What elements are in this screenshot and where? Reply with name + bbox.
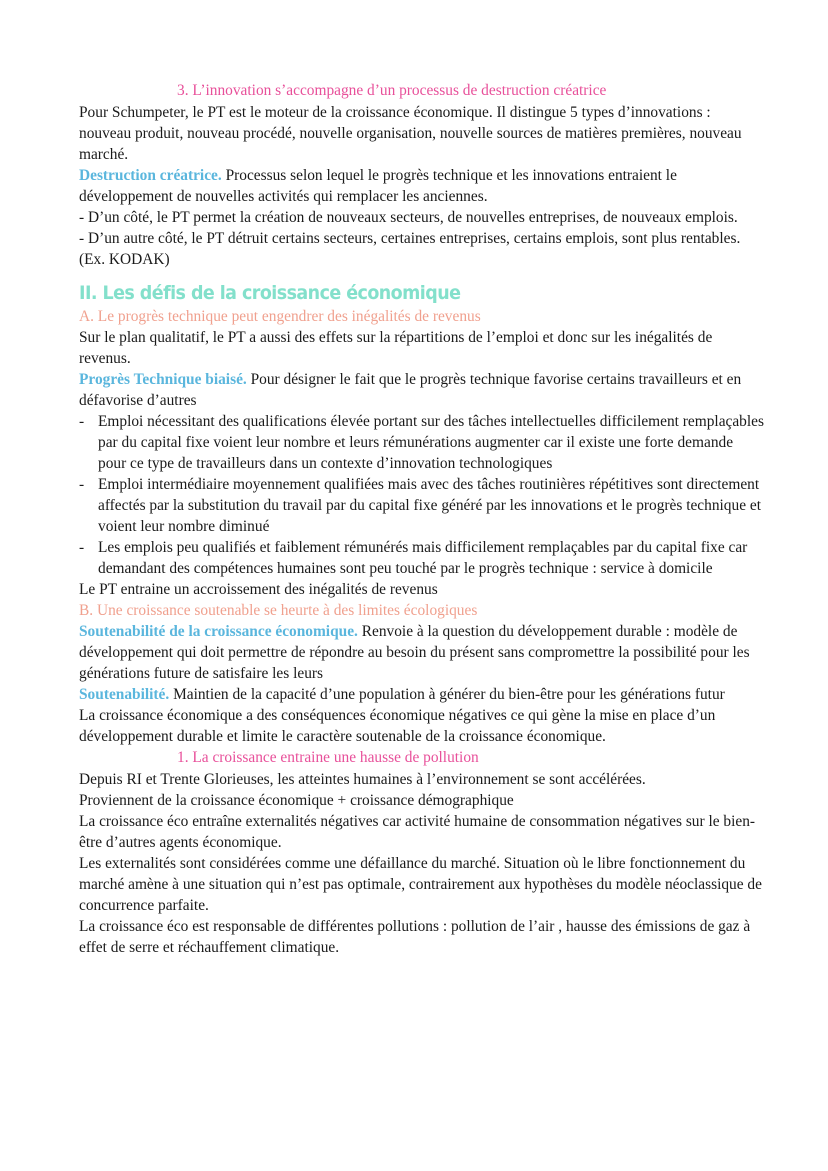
definition-text: Maintien de la capacité d’une population à générer du bien-être pour les générations futur: [169, 686, 725, 703]
definition-soutenabilite-croissance: [79, 621, 764, 684]
list-item-text: Les emplois peu qualifiés et faiblement rémunérés mais difficilement remplaçables par du capital fixe car demandant des compétences humaines sont peu touché par le progrès technique : service à domicile: [98, 539, 748, 577]
paragraph-1-c: La croissance éco entraîne externalités négatives car activité humaine de consommation négatives sur le bien-être d’autres agents économique.: [79, 813, 756, 851]
term-soutenabilite: Soutenabilité.: [79, 686, 170, 703]
list-item-text: Emploi nécessitant des qualifications élevée portant sur des tâches intellectuelles difficilement remplaçables par du capital fixe voient leur nombre et leurs rémunérations augmenter car il existe une forte demande pour ce type de travailleurs dans un contexte d’innovation technologiques: [98, 413, 764, 472]
paragraph-schumpeter: Pour Schumpeter, le PT est le moteur de la croissance économique. Il distingue 5 types d’innovations : nouveau produit, nouveau procédé, nouvelle organisation, nouvelle sources de matières premières, nouveau marché.: [79, 104, 742, 163]
paragraph-a-intro: Sur le plan qualitatif, le PT a aussi des effets sur la répartitions de l’emploi et donc sur les inégalités de revenus.: [79, 329, 713, 367]
section-b-title: B. Une croissance soutenable se heurte à des limites écologiques: [79, 602, 478, 619]
bullet-marker: -: [79, 413, 85, 430]
list-item: [79, 474, 764, 537]
list-item: [79, 537, 764, 579]
paragraph-1-e: La croissance éco est responsable de différentes pollutions : pollution de l’air , hausse des émissions de gaz à effet de serre et réchauffement climatique.: [79, 918, 751, 956]
paragraph-dash-1: - D’un côté, le PT permet la création de nouveaux secteurs, de nouvelles entreprises, de nouveaux emplois.: [79, 209, 738, 226]
bullet-marker: -: [79, 539, 85, 556]
term-progres-technique-biaise: Progrès Technique biaisé.: [79, 371, 247, 388]
section-a-title: A. Le progrès technique peut engendrer des inégalités de revenus: [79, 308, 481, 325]
paragraph-1-d: Les externalités sont considérées comme une défaillance du marché. Situation où le libre fonctionnement du marché amène à une situation qui n’est pas optimale, contrairement aux hypothèses du modèle néoclassique de concurrence parfaite.: [79, 855, 762, 914]
definition-destruction-creatrice: [79, 165, 764, 207]
paragraph-a-conclusion: Le PT entraine un accroissement des inégalités de revenus: [79, 581, 438, 598]
paragraph-dash-2: - D’un autre côté, le PT détruit certains secteurs, certaines entreprises, certains emplois, sont plus rentables. (Ex. KODAK): [79, 230, 741, 268]
bullet-marker: -: [79, 476, 85, 493]
term-soutenabilite-croissance: Soutenabilité de la croissance économique.: [79, 623, 358, 640]
part-ii-heading: II. Les défis de la croissance économique: [79, 282, 461, 304]
list-item-text: Emploi intermédiaire moyennement qualifiées mais avec des tâches routinières répétitives sont directement affectés par la substitution du travail par du capital fixe généré par les innovations et le progrès technique et voient leur nombre diminué: [98, 476, 761, 535]
definition-soutenabilite: [79, 684, 764, 705]
section-3-title: 3. L’innovation s’accompagne d’un processus de destruction créatrice: [177, 82, 607, 99]
definition-text: Renvoie à la question du développement durable : modèle de développement qui doit permettre de répondre au besoin du présent sans compromettre la possibilité pour les générations future de satisfaire les leurs: [79, 623, 750, 682]
paragraph-1-b: Proviennent de la croissance économique + croissance démographique: [79, 792, 514, 809]
term-destruction-creatrice: Destruction créatrice.: [79, 167, 222, 184]
definition-progres-technique-biaise: [79, 369, 764, 411]
bullet-list: [79, 411, 764, 579]
list-item: [79, 411, 764, 474]
definition-text: Pour désigner le fait que le progrès technique favorise certains travailleurs et en défavorise d’autres: [79, 371, 742, 409]
paragraph-b-consequences: La croissance économique a des conséquences économique négatives ce qui gène la mise en place d’un développement durable et limite le caractère soutenable de la croissance économique.: [79, 707, 716, 745]
paragraph-1-a: Depuis RI et Trente Glorieuses, les atteintes humaines à l’environnement se sont accélérées.: [79, 771, 646, 788]
definition-text: Processus selon lequel le progrès technique et les innovations entraient le développement de nouvelles activités qui remplacer les anciennes.: [79, 167, 677, 205]
section-1-title: 1. La croissance entraine une hausse de pollution: [177, 749, 479, 766]
